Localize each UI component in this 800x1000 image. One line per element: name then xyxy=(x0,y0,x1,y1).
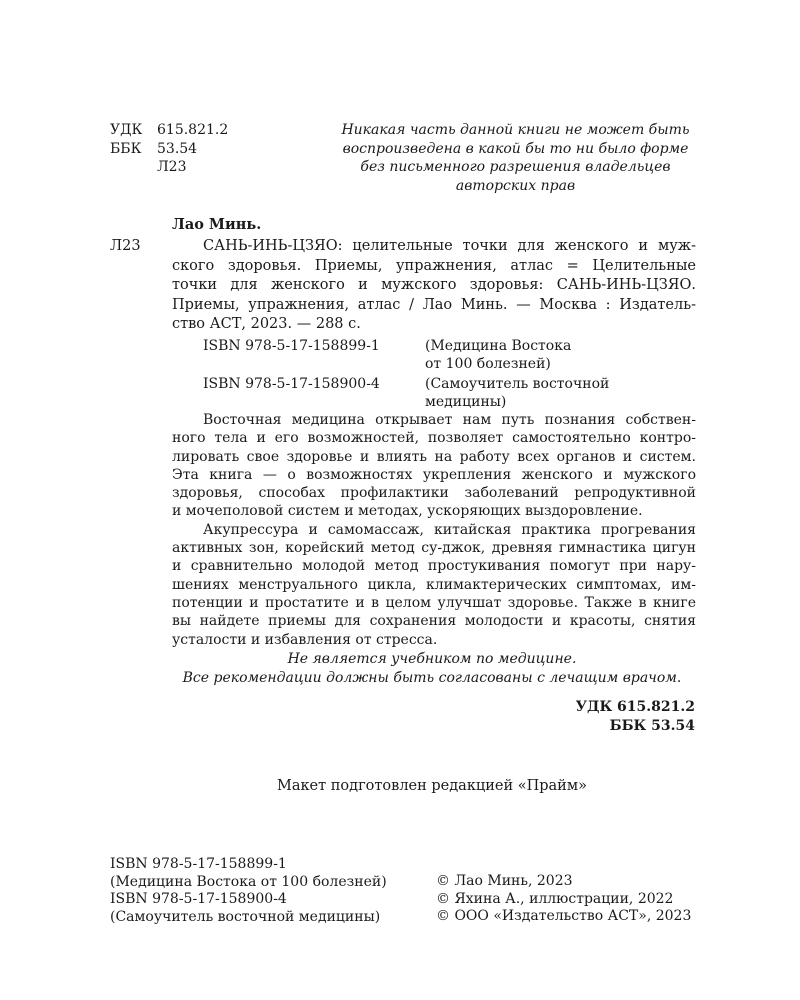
isbn-number: ISBN 978-5-17-158900-4 xyxy=(203,376,380,392)
bottom-isbn-line: ISBN 978-5-17-158900-4 xyxy=(110,891,287,907)
bottom-isbn-line: ISBN 978-5-17-158899-1 xyxy=(110,856,287,872)
abstract-line: и мочеполовой систем и методах, ускоряющих выздоровление. xyxy=(172,503,643,520)
bbk-label: ББК xyxy=(110,140,142,157)
record-line: Приемы, упражнения, атлас / Лао Минь. — Москва : Издатель- xyxy=(172,296,696,313)
classification-block xyxy=(110,121,228,177)
bbk-value: 53.54 xyxy=(157,140,198,157)
copyright-line: © Яхина А., иллюстрации, 2022 xyxy=(436,890,674,907)
bibliographic-record xyxy=(172,237,696,335)
copyright-block xyxy=(436,873,691,926)
udk-summary: УДК 615.821.2 xyxy=(575,699,695,715)
copyright-line: © ООО «Издательство АСТ», 2023 xyxy=(436,908,692,924)
isbn-number: ISBN 978-5-17-158899-1 xyxy=(203,338,380,354)
disclaimer-line: Не является учебником по медицине. xyxy=(287,651,577,667)
bottom-isbn-line: (Медицина Востока от 100 болезней) xyxy=(110,873,387,890)
bottom-isbn-block xyxy=(110,856,387,926)
abstract-line: шениях менструального цикла, климактерических симптомах, им- xyxy=(172,576,696,593)
rights-line: авторских прав xyxy=(455,177,576,194)
abstract-line: Акупрессура и самомассаж, китайская практика прогревания xyxy=(203,521,696,538)
disclaimer-line: Все рекомендации должны быть согласованы с лечащим врачом. xyxy=(182,669,682,686)
udk-value: 615.821.2 xyxy=(157,122,229,138)
author-name: Лао Минь. xyxy=(172,216,262,233)
abstract-line: здоровья, способах профилактики заболеваний репродуктивной xyxy=(172,485,696,502)
author-mark-row xyxy=(110,158,228,177)
isbn-series-note: (Медицина Востока от 100 болезней) xyxy=(425,338,572,372)
bbk-summary: ББК 53.54 xyxy=(609,717,695,734)
bbk-row xyxy=(110,140,228,159)
rights-notice xyxy=(318,121,713,195)
record-line: точки для женского и мужского здоровья: САНЬ-ИНЬ-ЦЗЯО. xyxy=(172,277,696,293)
copyright-line: © Лао Минь, 2023 xyxy=(436,873,573,889)
abstract-line: потенции и простатите и в целом улучшат здоровье. Также в книге xyxy=(172,594,696,611)
isbn-entry xyxy=(203,376,625,411)
prepared-by: Макет подготовлен редакцией «Прайм» xyxy=(277,778,587,794)
author-mark: Л23 xyxy=(157,159,187,175)
abstract xyxy=(172,411,696,649)
record-line: ство АСТ, 2023. — 288 с. xyxy=(172,316,361,332)
udk-row xyxy=(110,121,228,140)
abstract-line: и сравнительно молодой метод простукивания помогут при нару- xyxy=(172,558,696,575)
rights-line: без письменного разрешения владельцев xyxy=(360,159,671,175)
record-line: ского здоровья. Приемы, упражнения, атлас = Целительные xyxy=(172,257,696,274)
isbn-series-note: (Самоучитель восточной медицины) xyxy=(425,376,610,410)
isbn-list xyxy=(203,338,625,414)
abstract-line: Восточная медицина открывает нам путь познания собствен- xyxy=(203,412,696,428)
abstract-line: усталости и избавления от стресса. xyxy=(172,631,438,648)
abstract-line: активных зон, корейский метод су-джок, древняя гимнастика цигун xyxy=(172,540,696,557)
isbn-entry xyxy=(203,338,625,373)
rights-line: Никакая часть данной книги не может быть xyxy=(341,122,690,138)
record-line: САНЬ-ИНЬ-ЦЗЯО: целительные точки для женского и муж- xyxy=(203,238,696,254)
udk-label: УДК xyxy=(110,122,143,138)
medical-disclaimer xyxy=(110,650,754,687)
classification-summary xyxy=(520,698,695,735)
bottom-isbn-line: (Самоучитель восточной медицины) xyxy=(110,908,381,925)
rights-line: воспроизведена в какой бы то ни было форме xyxy=(342,140,689,157)
abstract-line: вы найдете приемы для сохранения молодости и красоты, снятия xyxy=(172,613,696,630)
abstract-line: лировать свое здоровье и влиять на работу всех органов и систем. xyxy=(172,448,696,465)
abstract-line: ного тела и его возможностей, позволяет самостоятельно контро- xyxy=(172,430,696,447)
record-author-mark: Л23 xyxy=(110,238,141,254)
abstract-line: Эта книга — о возможностях укрепления женского и мужского xyxy=(172,466,696,483)
